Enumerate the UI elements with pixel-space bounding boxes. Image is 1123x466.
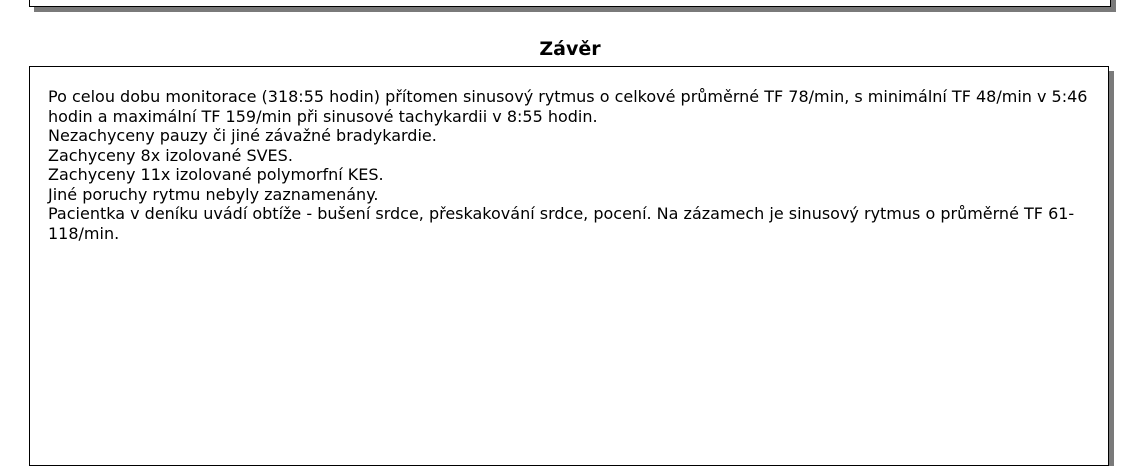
section-title: Závěr [539, 38, 601, 60]
conclusion-line: Zachyceny 11x izolované polymorfní KES. [48, 165, 384, 184]
conclusion-line: Jiné poruchy rytmu nebyly zaznamenány. [48, 184, 379, 204]
conclusion-box [29, 66, 1109, 466]
conclusion-line: Nezachyceny pauzy či jiné závažné bradykardie. [48, 126, 437, 145]
conclusion-line: Pacientka v deníku uvádí obtíže - bušení srdce, přeskakování srdce, pocení. Na zázamech je sinusový rytmus o průměrné TF 61-118/min. [48, 204, 1075, 243]
conclusion-line: Zachyceny 8x izolované SVES. [48, 145, 293, 165]
conclusion-line: Po celou dobu monitorace (318:55 hodin) přítomen sinusový rytmus o celkové průměrné TF 78/min, s minimální TF 48/min v 5:46 hodin a maximální TF 159/min při sinusové tachykardii v 8:55 hodin. [48, 87, 1088, 126]
previous-section-box [29, 0, 1111, 7]
conclusion-text [48, 87, 1088, 243]
